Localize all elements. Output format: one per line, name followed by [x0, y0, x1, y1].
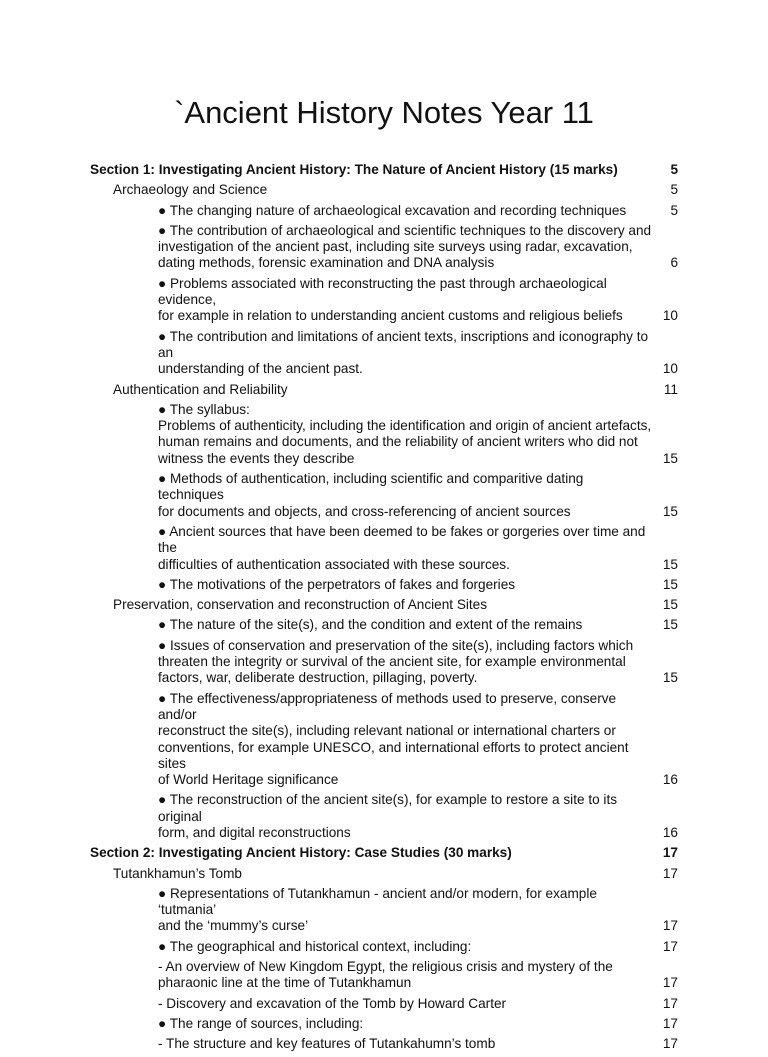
toc-page-number: 17	[662, 975, 678, 991]
toc-entry-line: ● Methods of authentication, including scientific and comparitive dating techniques	[158, 471, 584, 503]
toc-entry-text	[113, 866, 678, 882]
toc-entry-line: for documents and objects, and cross-referencing of ancient sources	[158, 503, 571, 519]
toc-entry-line: investigation of the ancient past, including site surveys using radar, excavation,	[158, 239, 633, 255]
toc-page-number: 15	[662, 670, 678, 686]
toc-entry-line: ● Issues of conservation and preservation of the site(s), including factors which	[158, 637, 634, 653]
toc-entry-line: dating methods, forensic examination and DNA analysis	[158, 255, 495, 271]
toc-entry-line: - An overview of New Kingdom Egypt, the religious crisis and mystery of the	[158, 959, 613, 975]
toc-entry-text	[90, 845, 678, 861]
toc-entry-text	[158, 1016, 678, 1032]
toc-subsection	[0, 182, 768, 198]
toc-page-number: 17	[662, 918, 678, 934]
toc-entry-text	[158, 329, 678, 378]
toc-subsection	[0, 597, 768, 613]
toc-entry-line: ● The syllabus:	[158, 401, 250, 417]
toc-item	[0, 959, 768, 992]
toc-entry-text	[158, 996, 678, 1012]
toc-entry-line: witness the events they describe	[158, 450, 355, 466]
toc-entry-text	[158, 223, 678, 272]
toc-page-number: 17	[662, 995, 678, 1011]
toc-entry-line: ● The contribution and limitations of ancient texts, inscriptions and iconography to an	[158, 328, 649, 360]
toc-page-number: 17	[662, 1036, 678, 1052]
toc-page-number: 15	[662, 576, 678, 592]
toc-entry-text	[158, 638, 678, 687]
toc-page-number: 17	[662, 1015, 678, 1031]
toc-page-number: 16	[662, 824, 678, 840]
toc-page-number: 15	[662, 597, 678, 613]
toc-entry-text	[90, 162, 678, 178]
toc-item	[0, 524, 768, 573]
toc-entry-line: ● The nature of the site(s), and the condition and extent of the remains	[158, 617, 583, 633]
toc-entry-line: - The structure and key features of Tutankahumn’s tomb	[158, 1036, 496, 1052]
toc-entry-line: ● The reconstruction of the ancient site(s), for example to restore a site to its original	[158, 792, 618, 824]
toc-entry-text	[158, 1036, 678, 1052]
toc-entry-line: Archaeology and Science	[113, 182, 268, 198]
toc-page-number: 11	[663, 381, 678, 397]
toc-entry-text	[158, 617, 678, 633]
document-title: `Ancient History Notes Year 11	[174, 95, 594, 130]
toc-item	[0, 691, 768, 789]
toc-item	[0, 939, 768, 955]
toc-entry-line: of World Heritage significance	[158, 772, 339, 788]
toc-entry-text	[158, 402, 678, 467]
toc-entry-line: difficulties of authentication associated with these sources.	[158, 556, 510, 572]
toc-page-number: 10	[662, 361, 678, 377]
toc-page-number: 15	[662, 556, 678, 572]
toc-entry-line: reconstruct the site(s), including relevant national or international charters or	[158, 723, 616, 739]
toc-entry-line: ● Problems associated with reconstructing the past through archaeological evidence,	[158, 275, 607, 308]
toc-item	[0, 1036, 768, 1052]
toc-entry-line: ● The geographical and historical context, including:	[158, 938, 472, 954]
toc-entry-line: ● Representations of Tutankhamun - ancient and/or modern, for example ‘tutmania’	[158, 885, 597, 918]
toc-entry-line: human remains and documents, and the reliability of ancient writers who did not	[158, 434, 638, 450]
toc-page-number: 17	[662, 938, 678, 954]
toc-entry-text	[113, 597, 678, 613]
toc-entry-line: ● Ancient sources that have been deemed to be fakes or gorgeries over time and the	[158, 523, 646, 556]
toc-item	[0, 617, 768, 633]
toc-entry-line: Section 1: Investigating Ancient History: The Nature of Ancient History (15 marks)	[90, 162, 618, 177]
toc-item	[0, 638, 768, 687]
toc-page-number: 15	[662, 450, 678, 466]
toc-entry-text	[158, 792, 678, 841]
toc-entry-line: factors, war, deliberate destruction, pillaging, poverty.	[158, 670, 478, 686]
toc-item	[0, 1016, 768, 1032]
toc-entry-line: conventions, for example UNESCO, and international efforts to protect ancient sites	[158, 739, 629, 771]
toc-entry-line: Problems of authenticity, including the identification and origin of ancient artefacts,	[158, 418, 652, 434]
toc-page-number: 6	[670, 255, 678, 271]
toc-entry-text	[158, 886, 678, 935]
toc-subsection	[0, 866, 768, 882]
toc-page-number: 15	[662, 503, 678, 519]
toc-entry-line: Section 2: Investigating Ancient History: Case Studies (30 marks)	[90, 845, 512, 861]
toc-item	[0, 996, 768, 1012]
toc-entry-text	[158, 471, 678, 520]
toc-page-number: 17	[662, 865, 678, 881]
toc-entry-line: and the ‘mummy’s curse’	[158, 918, 309, 934]
toc-entry-line: Tutankhamun’s Tomb	[113, 865, 242, 881]
toc-entry-text	[113, 182, 678, 198]
toc-entry-line: threaten the integrity or survival of the ancient site, for example environmental	[158, 654, 626, 670]
toc-entry-text	[158, 203, 678, 219]
toc-entry-line: pharaonic line at the time of Tutankhamun	[158, 975, 412, 991]
toc-entry-text	[158, 577, 678, 593]
toc-section-heading	[0, 845, 768, 861]
toc-entry-line: ● The contribution of archaeological and scientific techniques to the discovery and	[158, 222, 652, 238]
toc-entry-line: ● The effectiveness/appropriateness of methods used to preserve, conserve and/or	[158, 690, 617, 722]
toc-entry-line: - Discovery and excavation of the Tomb by Howard Carter	[158, 995, 507, 1011]
toc-page-number: 5	[670, 202, 678, 218]
toc-page-number: 5	[670, 182, 678, 198]
toc-entry-line: ● The range of sources, including:	[158, 1015, 364, 1031]
toc-item	[0, 203, 768, 219]
toc-entry-text	[158, 276, 678, 325]
toc-page-number: 10	[662, 308, 678, 324]
toc-entry-line: form, and digital reconstructions	[158, 824, 351, 840]
toc-item	[0, 329, 768, 378]
toc-entry-line: Authentication and Reliability	[113, 381, 288, 397]
toc-entry-text	[158, 524, 678, 573]
toc-entry-text	[158, 691, 678, 789]
toc-item	[0, 471, 768, 520]
table-of-contents	[0, 162, 768, 1057]
toc-item	[0, 792, 768, 841]
toc-section-heading	[0, 162, 768, 178]
toc-item	[0, 276, 768, 325]
toc-entry-line: understanding of the ancient past.	[158, 361, 363, 377]
toc-entry-line: ● The motivations of the perpetrators of fakes and forgeries	[158, 576, 516, 592]
toc-page-number: 16	[662, 772, 678, 788]
toc-entry-text	[158, 959, 678, 992]
toc-item	[0, 886, 768, 935]
toc-page-number: 5	[670, 162, 678, 177]
toc-item	[0, 577, 768, 593]
toc-entry-text	[113, 382, 678, 398]
toc-entry-line: for example in relation to understanding ancient customs and religious beliefs	[158, 308, 623, 324]
toc-entry-line: Preservation, conservation and reconstruction of Ancient Sites	[113, 597, 488, 613]
toc-page-number: 15	[662, 617, 678, 633]
toc-subsection	[0, 382, 768, 398]
toc-item	[0, 402, 768, 467]
toc-entry-line: ● The changing nature of archaeological excavation and recording techniques	[158, 202, 627, 218]
toc-page-number: 17	[662, 845, 678, 861]
toc-entry-text	[158, 939, 678, 955]
toc-item	[0, 223, 768, 272]
